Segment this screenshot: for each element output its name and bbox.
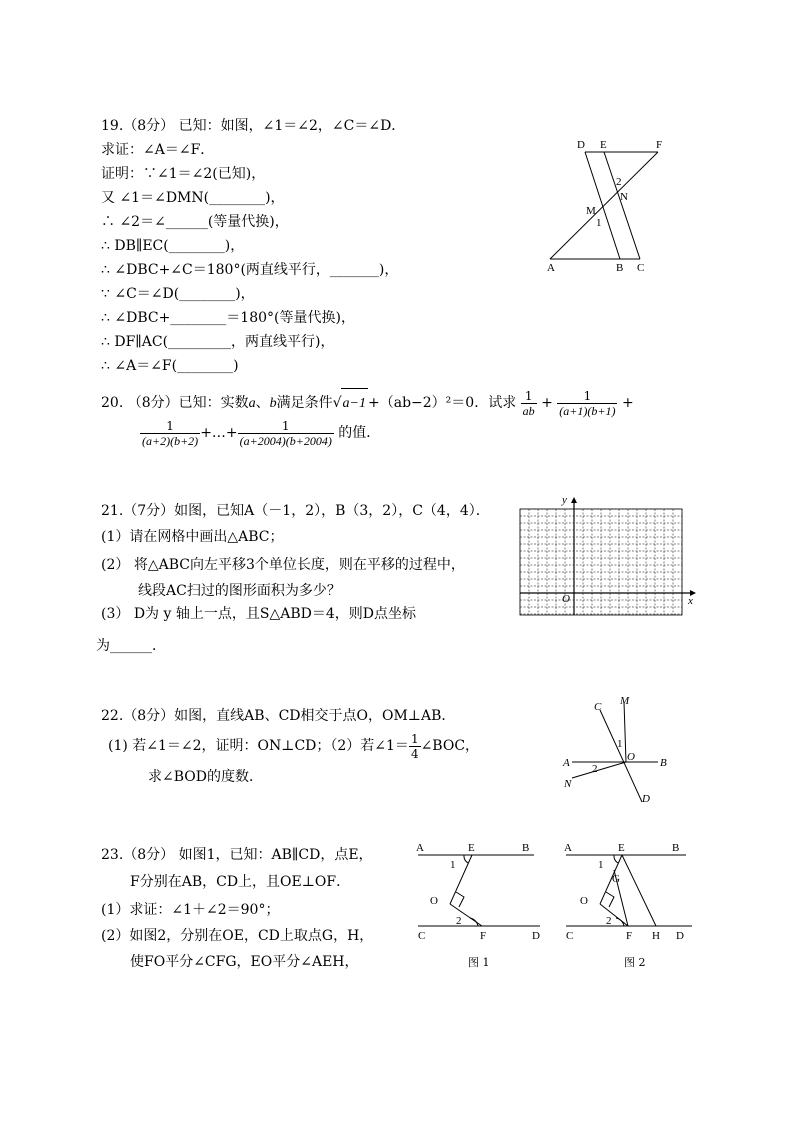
q20-cond: 满足条件: [276, 395, 333, 411]
q19-line: ∴ ∠DBC+∠C＝180°(两直线平行，_______)，: [101, 262, 399, 278]
label-F: F: [656, 139, 663, 151]
var-b: b: [269, 396, 277, 411]
origin-label: O: [562, 593, 570, 605]
q20-suffix: 的值．: [338, 425, 381, 441]
fraction-a1b1: $\frac{1}{(a+1)(b+1)}$: [559, 388, 616, 418]
plus-sign: +: [621, 395, 634, 411]
label-O: O: [580, 895, 588, 907]
label-A: A: [563, 757, 570, 769]
q21-header: 21.（7分）如图，已知A（－1，2），B（3，2），C（4，4）．: [101, 503, 490, 519]
q23-line: (2）如图2，分别在OE，CD上取点G，H，: [101, 928, 374, 944]
q19-line: ∴ DB∥EC(________)，: [101, 238, 245, 254]
label-M: M: [586, 205, 596, 217]
label-F: F: [626, 930, 633, 942]
q21-line: (3） D为 y 轴上一点，且S△ABD＝4，则D点坐标: [101, 606, 416, 622]
q23-figure-1: [412, 838, 552, 948]
label-B: B: [660, 757, 667, 769]
q19-header: 19.（8分） 已知：如图，∠1＝∠2，∠C＝∠D．: [101, 118, 406, 134]
label-B: B: [616, 262, 624, 274]
label-D: D: [577, 139, 585, 151]
label-N: N: [564, 778, 572, 790]
label-1: 1: [598, 859, 604, 871]
label-2: 2: [456, 915, 462, 927]
label-H: H: [652, 930, 660, 942]
label-O: O: [430, 895, 438, 907]
label-D: D: [532, 930, 540, 942]
q23-figure-2: [560, 838, 700, 948]
q19-line: 证明：∵∠1＝∠2(已知)，: [101, 166, 266, 182]
q21-line: (1）请在网格中画出△ABC；: [101, 529, 284, 545]
q19-line: ∴ ∠DBC+________＝180°(等量代换)，: [101, 310, 355, 326]
fraction-a2b2: $\frac{1}{(a+2)(b+2)}$: [142, 418, 199, 448]
q21-line: 线段AC扫过的图形面积为多少？: [138, 583, 341, 599]
var-a: a: [248, 396, 256, 411]
q20-line1: 20. （8分）已知：实数a、b满足条件√a−1 +（ab−2）²＝0．试求 $\frac{1}{ab}$ + $\frac{1}{(a+1)(b+1)}$ +: [101, 388, 634, 418]
fraction-one-quarter: $\frac{1}{4}$: [410, 731, 419, 761]
q22-line1-end: ∠BOC，: [420, 738, 480, 754]
q21-line: 为______．: [96, 638, 166, 654]
axis-y-label: y: [562, 494, 567, 506]
q19-line: ∴ DF∥AC(_________，两直线平行)，: [101, 334, 335, 350]
q21-coordinate-grid: [516, 496, 696, 620]
label-B: B: [672, 842, 680, 854]
q22-line2: 求∠BOD的度数．: [148, 769, 263, 785]
label-O: O: [627, 751, 635, 763]
label-2: 2: [616, 176, 622, 188]
label-B: B: [522, 842, 530, 854]
fraction-a2004b2004: $\frac{1}{(a+2004)(b+2004)}$: [239, 418, 332, 448]
axis-x-label: x: [688, 595, 693, 607]
label-C: C: [594, 701, 602, 713]
label-M: M: [620, 695, 630, 707]
q20-line2: [140, 418, 380, 448]
q19-figure: [540, 136, 670, 276]
figure-2-caption: 图 2: [624, 956, 646, 969]
q23-header: 23.（8分） 如图1，已知：AB∥CD，点E，: [101, 847, 373, 863]
q20-comma: 、: [255, 395, 270, 411]
q20-plus-paren: +（ab−2）²＝0．试求: [368, 395, 517, 411]
label-E: E: [468, 842, 475, 854]
fraction-1-ab: $\frac{1}{ab}$: [522, 388, 535, 418]
q19-line: ∴ ∠2＝∠______(等量代换)，: [101, 214, 289, 230]
q22-figure: [560, 690, 680, 810]
label-1: 1: [617, 738, 623, 750]
label-E: E: [600, 139, 607, 151]
q19-line: 又 ∠1＝∠DMN(________)，: [101, 190, 285, 206]
label-1: 1: [450, 859, 456, 871]
label-2: 2: [606, 915, 612, 927]
q20-prefix: 20. （8分）已知：实数: [101, 395, 249, 411]
figure-1-caption: 图 1: [468, 956, 490, 969]
label-2: 2: [592, 763, 598, 775]
q21-line: (2） 将△ABC向左平移3个单位长度，则在平移的过程中，: [101, 557, 465, 573]
label-N: N: [620, 191, 628, 203]
q19-line: 求证：∠A＝∠F．: [101, 142, 215, 158]
q22-line1-text: (1) 若∠1＝∠2，证明：ON⊥CD；（2）若∠1＝: [108, 738, 409, 754]
label-A: A: [416, 842, 424, 854]
label-C: C: [566, 930, 574, 942]
q23-line: F分别在AB，CD上，且OE⊥OF．: [130, 874, 351, 890]
label-G: G: [612, 873, 620, 885]
q19-line: ∵ ∠C＝∠D(________)，: [101, 286, 255, 302]
plus-sign: +: [541, 395, 553, 411]
label-1: 1: [596, 217, 602, 229]
label-C: C: [418, 930, 426, 942]
label-F: F: [480, 930, 487, 942]
q22-header: 22.（8分）如图，直线AB、CD相交于点O，OM⊥AB．: [101, 708, 456, 724]
q23-line: (1）求证：∠1＋∠2＝90°；: [101, 902, 280, 918]
sqrt-content: a−1: [341, 388, 368, 419]
label-E: E: [618, 842, 625, 854]
label-C: C: [637, 262, 645, 274]
label-A: A: [547, 262, 555, 274]
label-D: D: [642, 793, 650, 805]
q23-line: 使FO平分∠CFG，EO平分∠AEH，: [130, 954, 359, 970]
label-A: A: [564, 842, 572, 854]
q22-line1: [108, 731, 479, 761]
label-D: D: [676, 930, 684, 942]
ellipsis-sum: +…+: [200, 425, 238, 441]
q19-line: ∴ ∠A＝∠F(________): [101, 358, 239, 374]
